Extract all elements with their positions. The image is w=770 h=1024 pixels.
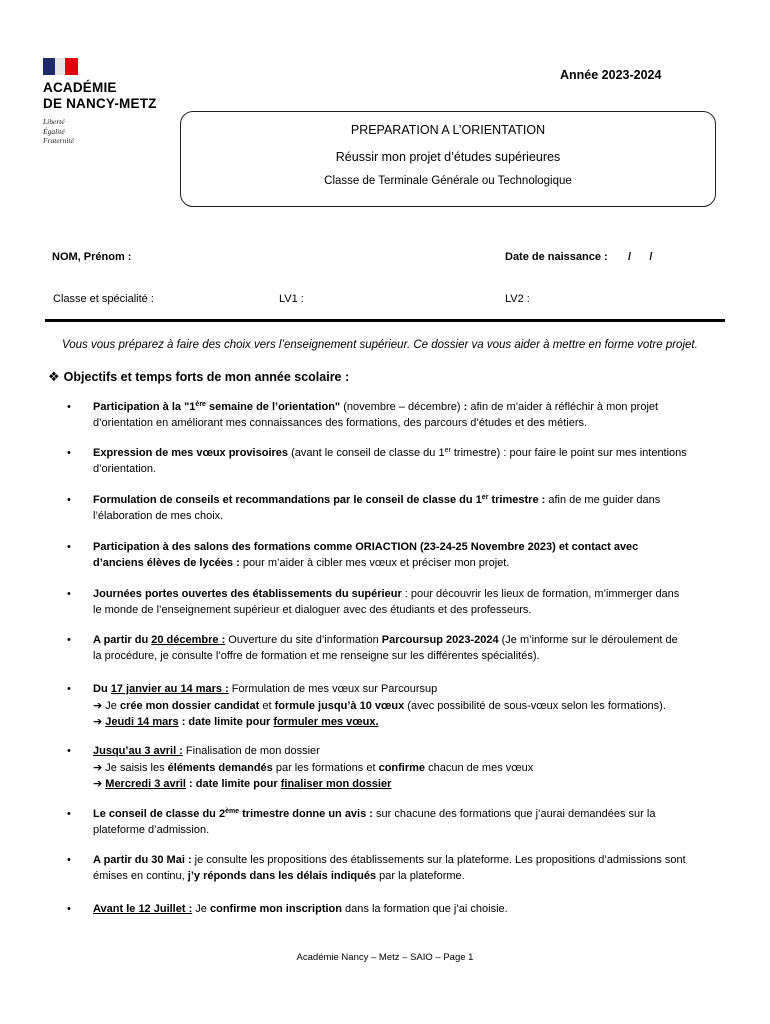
arrow-right-icon: ➔ bbox=[93, 760, 103, 774]
list-item: • Le conseil de classe du 2ème trimestre donne un avis : sur chacune des formations que j’aurai demandées sur la plateforme d’admission. bbox=[67, 808, 656, 836]
bullet-icon: • bbox=[67, 808, 71, 820]
section-title: Objectifs et temps forts de mon année scolaire : bbox=[63, 370, 350, 384]
section-heading bbox=[48, 370, 349, 385]
bullet-icon: • bbox=[67, 494, 71, 506]
arrow-right-icon: ➔ bbox=[93, 777, 103, 790]
school-year: Année 2023-2024 bbox=[560, 68, 662, 82]
list-item: • Avant le 12 Juillet : Je confirme mon inscription dans la formation que j’ai choisie. bbox=[93, 902, 733, 918]
diamond-bullet-icon: ❖ bbox=[48, 370, 60, 385]
academie-logo bbox=[43, 58, 173, 146]
list-item: • Participation à des salons des formations comme ORIACTION (23-24-25 Novembre 2023) et contact avec d’anciens élèves de lycées : pour m’aider à cibler mes vœux et préciser mon projet. bbox=[67, 541, 639, 569]
separator-line bbox=[45, 319, 725, 322]
birthdate-label: Date de naissance : bbox=[505, 251, 608, 263]
logo-line-1: ACADÉMIE bbox=[43, 80, 117, 95]
list-item: • A partir du 20 décembre : Ouverture du site d’information Parcoursup 2023-2024 (Je m’informe sur le déroulement de la procédure, je consulte l’offre de formation et me renseigne sur les différentes spécialités). bbox=[67, 634, 678, 662]
bullet-icon: • bbox=[67, 683, 71, 695]
list-item: • Du 17 janvier au 14 mars : Formulation de mes vœux sur Parcoursup ➔ Je crée mon dossier candidat et formule jusqu’à 10 vœux (avec possibilité de sous-vœux selon les formations). ➔ Jeudi 14 mars : date limite pour formuler mes vœux. bbox=[67, 683, 666, 728]
list-item: • Jusqu’au 3 avril : Finalisation de mon dossier ➔ Je saisis les éléments demandés par les formations et confirme chacun de mes vœux ➔ Mercredi 3 avril : date limite pour finaliser mon dossier bbox=[67, 745, 534, 790]
arrow-right-icon: ➔ bbox=[93, 698, 103, 712]
class-speciality-label: Classe et spécialité : bbox=[53, 293, 154, 305]
bullet-icon: • bbox=[67, 588, 71, 600]
list-item: • Expression de mes vœux provisoires (avant le conseil de classe du 1er trimestre) : pour faire le point sur mes intentions d’orientation. bbox=[67, 447, 687, 475]
birthdate-separators: / / bbox=[628, 251, 653, 263]
bullet-icon: • bbox=[67, 903, 71, 915]
bullet-icon: • bbox=[67, 541, 71, 553]
list-item: • Journées portes ouvertes des établissements du supérieur : pour découvrir les lieux de formation, m’immerger dans le monde de l’enseignement supérieur et dialoguer avec des étudiants et des professeurs. bbox=[67, 588, 680, 616]
title-box bbox=[180, 111, 716, 207]
arrow-right-icon: ➔ bbox=[93, 715, 103, 728]
logo-line-2: DE NANCY-METZ bbox=[43, 96, 157, 111]
logo-motto: Liberté Égalité Fraternité bbox=[43, 117, 74, 145]
name-label: NOM, Prénom : bbox=[52, 251, 132, 263]
list-item: • Formulation de conseils et recommandations par le conseil de classe du 1er trimestre : afin de me guider dans l’élaboration de mes choix. bbox=[67, 494, 661, 522]
list-item: • Participation à la "1ère semaine de l’orientation" (novembre – décembre) : afin de m’aider à réfléchir à mon projet d’orientation en améliorant mes connaissances des formations, des parcours d’études et des métiers. bbox=[67, 401, 659, 429]
lv1-label: LV1 : bbox=[279, 293, 304, 305]
bullet-icon: • bbox=[67, 634, 71, 646]
document-title: PREPARATION A L’ORIENTATION bbox=[350, 123, 546, 137]
document-subtitle: Réussir mon projet d’études supérieures bbox=[335, 150, 561, 164]
bullet-icon: • bbox=[67, 745, 71, 757]
lv2-label: LV2 : bbox=[505, 293, 530, 305]
intro-text: Vous vous préparez à faire des choix vers l’enseignement supérieur. Ce dossier va vous aider à mettre en forme votre projet. bbox=[62, 339, 698, 351]
class-line: Classe de Terminale Générale ou Technologique bbox=[324, 175, 572, 187]
bullet-icon: • bbox=[67, 854, 71, 866]
page-footer: Académie Nancy – Metz – SAIO – Page 1 bbox=[296, 952, 474, 963]
bullet-icon: • bbox=[67, 401, 71, 413]
bullet-icon: • bbox=[67, 447, 71, 459]
list-item: • A partir du 30 Mai : je consulte les propositions des établissements sur la plateforme. Les propositions d’admissions sont émises en continu, j’y réponds dans les délais indiqués par la plateforme. bbox=[67, 854, 686, 882]
marianne-flag-icon bbox=[43, 58, 78, 75]
